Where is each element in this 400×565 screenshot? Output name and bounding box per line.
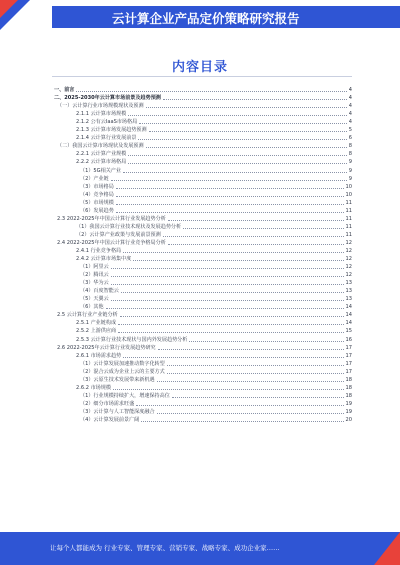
toc-entry-page: 20 <box>345 416 352 423</box>
report-title: 云计算企业产品定价策略研究报告 <box>112 11 300 26</box>
toc-entry-label: 2.5.2 上游供应商 <box>76 328 117 335</box>
toc-entry-label: 2.2.2 云计算市场格局 <box>76 159 127 166</box>
toc-leader-dots <box>168 244 344 245</box>
toc-entry[interactable] <box>54 303 352 311</box>
toc-leader-dots <box>76 91 346 92</box>
toc-leader-dots <box>118 324 343 325</box>
toc-entry-label: 2.4.2 云计算市场集中度 <box>76 256 132 263</box>
toc-leader-dots <box>128 163 347 164</box>
toc-entry[interactable] <box>54 118 352 126</box>
toc-entry-label: （2）云计算产业政策与发展前景预测 <box>76 231 161 238</box>
toc-entry[interactable] <box>54 287 352 295</box>
toc-entry-page: 18 <box>345 376 352 383</box>
toc-entry-page: 9 <box>348 175 352 182</box>
toc-entry-page: 17 <box>345 344 352 351</box>
toc-entry[interactable] <box>54 150 352 158</box>
toc-entry-page: 17 <box>345 360 352 367</box>
toc-entry-page: 5 <box>348 127 352 134</box>
toc-leader-dots <box>139 123 347 124</box>
toc-leader-dots <box>123 357 343 358</box>
toc-leader-dots <box>183 228 343 229</box>
toc-entry-page: 9 <box>348 167 352 174</box>
toc-entry[interactable] <box>54 352 352 360</box>
toc-entry-label: 2.1.4 云计算行业发展前景 <box>76 135 137 142</box>
toc-leader-dots <box>111 300 344 301</box>
toc-entry[interactable] <box>54 134 352 142</box>
toc-entry-page: 15 <box>345 328 352 335</box>
toc-entry[interactable] <box>54 183 352 191</box>
toc-leader-dots <box>121 292 344 293</box>
toc-entry[interactable] <box>54 158 352 166</box>
toc-leader-dots <box>118 332 343 333</box>
toc-entry-page: 18 <box>345 384 352 391</box>
toc-entry-label: （2）混合云成为企业上云的主要方式 <box>80 368 165 375</box>
toc-leader-dots <box>157 413 344 414</box>
toc-entry-label: （一）云计算行业市场规模现状及预测 <box>57 103 144 110</box>
toc-entry-page: 17 <box>345 368 352 375</box>
toc-entry[interactable] <box>54 199 352 207</box>
table-of-contents <box>54 86 352 424</box>
toc-entry-page: 12 <box>345 272 352 279</box>
toc-entry-page: 12 <box>345 239 352 246</box>
toc-entry-label: （3）市场格局 <box>80 183 114 190</box>
toc-leader-dots <box>128 115 347 116</box>
toc-entry[interactable] <box>54 279 352 287</box>
toc-leader-dots <box>138 139 346 140</box>
toc-entry-page: 12 <box>345 264 352 271</box>
toc-leader-dots <box>133 260 343 261</box>
toc-entry[interactable] <box>54 263 352 271</box>
toc-entry-page: 4 <box>348 87 352 94</box>
toc-leader-dots <box>189 341 343 342</box>
toc-leader-dots <box>172 397 344 398</box>
toc-entry-page: 19 <box>345 400 352 407</box>
toc-entry[interactable] <box>54 384 352 392</box>
toc-entry-label: （4）百度智能云 <box>80 288 119 295</box>
toc-entry-label: （4）云计算发展前景广阔 <box>80 416 140 423</box>
toc-entry[interactable] <box>54 408 352 416</box>
toc-entry-label: 2.6 2022-2025年云计算行业发展趋势研究 <box>57 344 156 351</box>
toc-entry[interactable] <box>54 416 352 424</box>
toc-entry-page: 17 <box>345 352 352 359</box>
toc-entry[interactable] <box>54 400 352 408</box>
toc-entry-page: 19 <box>345 408 352 415</box>
toc-entry-page: 8 <box>348 143 352 150</box>
toc-entry-label: （2）产业链 <box>80 175 109 182</box>
toc-entry-page: 4 <box>348 111 352 118</box>
toc-entry-page: 14 <box>345 320 352 327</box>
toc-leader-dots <box>116 188 344 189</box>
footer-corner-accent <box>374 532 400 565</box>
toc-entry[interactable] <box>54 191 352 199</box>
toc-entry-label: 2.1.3 云计算市场发展趋势预测 <box>76 127 147 134</box>
toc-entry-label: 2.5.1 产业链构成 <box>76 320 117 327</box>
toc-leader-dots <box>163 236 344 237</box>
toc-leader-dots <box>120 316 344 317</box>
toc-entry-page: 11 <box>345 199 352 206</box>
toc-entry-page: 13 <box>345 288 352 295</box>
toc-entry[interactable] <box>54 344 352 352</box>
toc-entry-label: （3）云原生技术发展带来新机遇 <box>80 376 155 383</box>
toc-leader-dots <box>157 381 344 382</box>
toc-entry-page: 4 <box>348 119 352 126</box>
page-header <box>0 0 400 32</box>
toc-entry-page: 18 <box>345 392 352 399</box>
toc-entry[interactable] <box>54 102 352 110</box>
toc-divider <box>52 76 352 77</box>
toc-leader-dots <box>111 276 344 277</box>
toc-entry-page: 12 <box>345 247 352 254</box>
toc-entry-page: 6 <box>348 135 352 142</box>
toc-entry-label: （3）华为云 <box>80 280 109 287</box>
toc-leader-dots <box>141 421 343 422</box>
toc-leader-dots <box>146 107 347 108</box>
toc-entry-label: 2.5.3 云计算行业技术现状与国内外发展趋势分析 <box>76 336 188 343</box>
toc-entry-label: （3）云计算与人工智能深度融合 <box>80 408 155 415</box>
toc-entry[interactable] <box>54 335 352 343</box>
toc-entry-page: 13 <box>345 280 352 287</box>
toc-entry-page: 11 <box>345 207 352 214</box>
toc-entry[interactable] <box>54 126 352 134</box>
toc-entry[interactable] <box>54 376 352 384</box>
toc-entry[interactable] <box>54 94 352 102</box>
toc-entry[interactable] <box>54 215 352 223</box>
toc-entry[interactable] <box>54 166 352 174</box>
toc-entry-page: 9 <box>348 159 352 166</box>
toc-entry-page: 11 <box>345 215 352 222</box>
toc-entry[interactable] <box>54 255 352 263</box>
toc-entry-label: （5）市场规模 <box>80 199 114 206</box>
toc-heading: 内容目录 <box>171 60 228 75</box>
toc-entry[interactable] <box>54 368 352 376</box>
toc-leader-dots <box>111 268 344 269</box>
header-corner-red-accent <box>0 0 18 18</box>
toc-leader-dots <box>116 204 344 205</box>
toc-leader-dots <box>146 147 347 148</box>
toc-entry[interactable] <box>54 207 352 215</box>
toc-leader-dots <box>163 99 347 100</box>
toc-entry[interactable] <box>54 247 352 255</box>
toc-entry-label: （6）其他 <box>80 304 104 311</box>
toc-entry-label: 二、2025-2030年云计算市场前景及趋势预测 <box>54 95 161 102</box>
toc-entry-label: 2.1.1 云计算市场规模 <box>76 111 127 118</box>
toc-entry-label: （1）云计算发展加速推动数字化转型 <box>80 360 165 367</box>
toc-entry-page: 4 <box>348 103 352 110</box>
toc-entry-label: 2.6.1 市场需求趋势 <box>76 352 122 359</box>
toc-entry-label: （5）天翼云 <box>80 296 109 303</box>
toc-leader-dots <box>128 155 347 156</box>
toc-entry-label: （6）发展趋势 <box>80 207 114 214</box>
toc-entry[interactable] <box>54 311 352 319</box>
toc-leader-dots <box>158 349 344 350</box>
toc-entry-page: 10 <box>345 191 352 198</box>
toc-entry-page: 13 <box>345 296 352 303</box>
toc-entry-page: 11 <box>345 231 352 238</box>
toc-entry-page: 12 <box>345 256 352 263</box>
toc-entry[interactable] <box>54 319 352 327</box>
toc-entry-label: 2.1.2 公有云IaaS市场格局 <box>76 119 138 126</box>
toc-entry[interactable] <box>54 231 352 239</box>
toc-entry-label: （1）我国云计算行业技术现状及发展趋势分析 <box>76 223 182 230</box>
toc-entry-label: （1）5G相关产业 <box>80 167 121 174</box>
toc-leader-dots <box>116 212 344 213</box>
toc-entry-label: 2.4.1 行业竞争格局 <box>76 247 122 254</box>
toc-entry-page: 16 <box>345 336 352 343</box>
toc-entry[interactable] <box>54 239 352 247</box>
toc-entry-label: （4）竞争格局 <box>80 191 114 198</box>
toc-leader-dots <box>111 180 347 181</box>
toc-entry[interactable] <box>54 295 352 303</box>
toc-entry-label: 一、前言 <box>54 87 75 94</box>
toc-entry[interactable] <box>54 327 352 335</box>
toc-entry-label: 2.6.2 市场规模 <box>76 384 111 391</box>
toc-leader-dots <box>116 196 344 197</box>
toc-leader-dots <box>136 405 343 406</box>
toc-entry[interactable] <box>54 223 352 231</box>
toc-entry-page: 14 <box>345 312 352 319</box>
toc-entry-label: （二）我国云计算市场现状及发展预测 <box>57 143 144 150</box>
toc-entry-label: 2.4 2022-2025年中国云计算行业竞争格局分析 <box>57 239 166 246</box>
toc-leader-dots <box>111 284 344 285</box>
toc-entry-label: （2）细分市场需求旺盛 <box>80 400 135 407</box>
toc-entry[interactable] <box>54 271 352 279</box>
toc-entry[interactable] <box>54 86 352 94</box>
toc-entry[interactable] <box>54 175 352 183</box>
toc-leader-dots <box>113 389 344 390</box>
toc-entry[interactable] <box>54 392 352 400</box>
toc-entry-page: 8 <box>348 151 352 158</box>
footer-slogan: 让每个人都能成为 行业专家、管理专家、营销专家、战略专家、成功企业家…… <box>50 544 280 552</box>
toc-leader-dots <box>106 308 344 309</box>
toc-entry-page: 10 <box>345 183 352 190</box>
toc-entry-label: （1）行业规模持续扩大，增速保持高位 <box>80 392 170 399</box>
toc-leader-dots <box>167 373 344 374</box>
toc-leader-dots <box>167 365 344 366</box>
toc-leader-dots <box>149 131 347 132</box>
toc-entry[interactable] <box>54 110 352 118</box>
toc-entry[interactable] <box>54 142 352 150</box>
toc-leader-dots <box>168 220 344 221</box>
toc-leader-dots <box>123 252 343 253</box>
toc-entry-label: 2.5 云计算行业产业链分析 <box>57 312 118 319</box>
toc-leader-dots <box>123 172 347 173</box>
toc-entry-page: 11 <box>345 223 352 230</box>
toc-entry-label: （1）阿里云 <box>80 264 109 271</box>
toc-entry-label: 2.3 2022-2025年中国云计算行业发展趋势分析 <box>57 215 166 222</box>
toc-entry[interactable] <box>54 360 352 368</box>
toc-entry-label: 2.2.1 云计算产业规模 <box>76 151 127 158</box>
toc-entry-page: 14 <box>345 304 352 311</box>
toc-entry-label: （2）腾讯云 <box>80 272 109 279</box>
toc-entry-page: 4 <box>348 95 352 102</box>
